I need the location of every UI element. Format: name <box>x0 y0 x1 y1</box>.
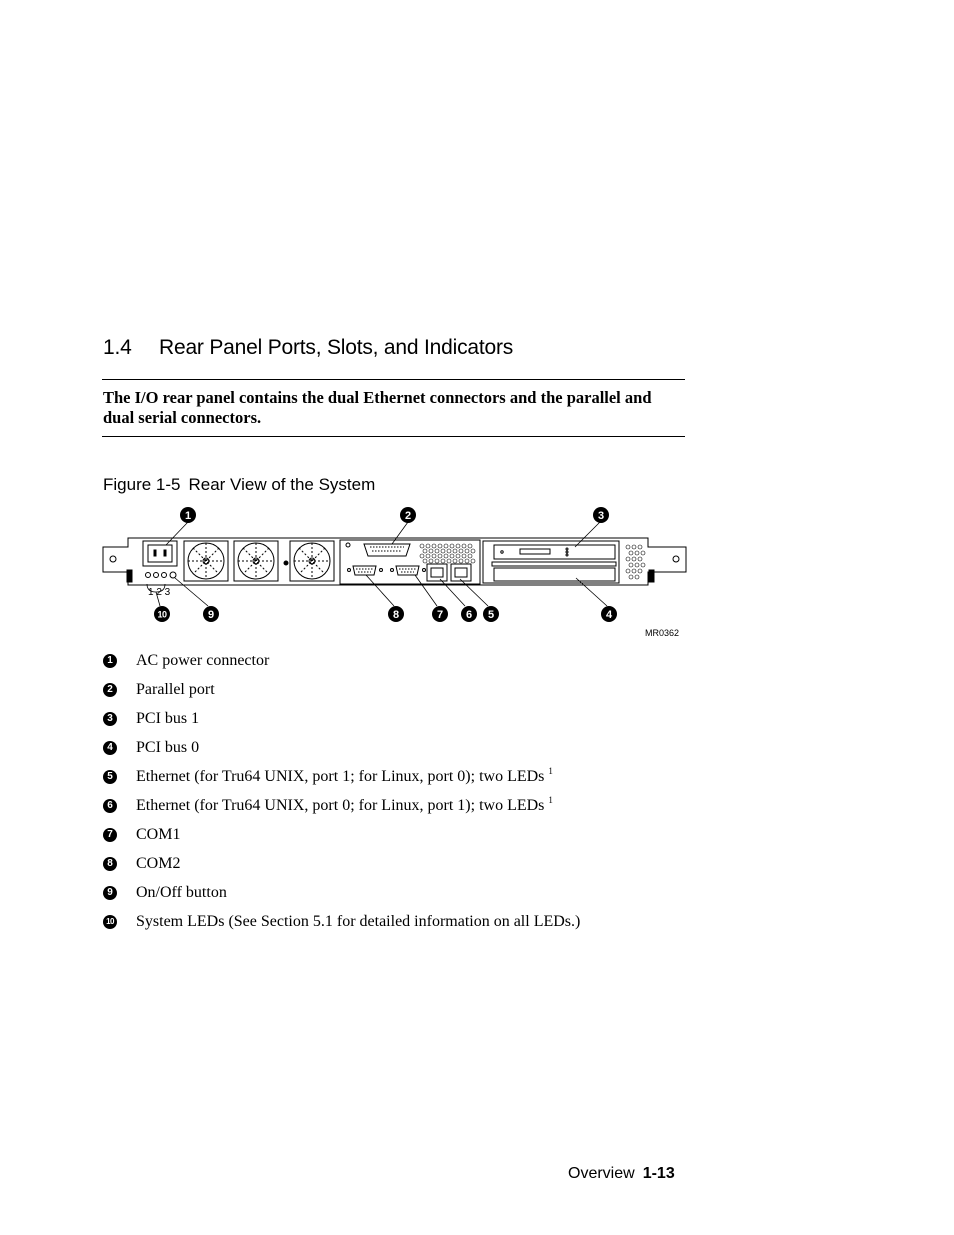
right-vent <box>626 545 645 579</box>
section-title-text: Rear Panel Ports, Slots, and Indicators <box>159 336 514 359</box>
legend-item <box>103 826 723 855</box>
legend-item <box>103 739 723 768</box>
legend-bullet: 7 <box>103 828 117 842</box>
led-numbers: 1 2 3 <box>148 587 171 598</box>
legend-item <box>103 797 723 826</box>
legend-item <box>103 681 723 710</box>
intro-paragraph: The I/O rear panel contains the dual Ethernet connectors and the parallel and dual serial connectors. <box>103 388 652 427</box>
legend-item <box>103 768 723 797</box>
figure-legend <box>103 652 723 942</box>
callout-3: 3 <box>597 510 605 522</box>
legend-text: PCI bus 1 <box>136 710 200 727</box>
legend-bullet: 4 <box>103 741 117 755</box>
pci-bus-1-slot <box>494 545 615 559</box>
right-ear-hole-icon <box>673 556 679 562</box>
page-number: 1-13 <box>642 1165 675 1182</box>
legend-text: COM2 <box>136 855 181 872</box>
parallel-port-icon <box>364 544 410 556</box>
fan-3-icon <box>290 541 334 581</box>
legend-text: Ethernet (for Tru64 UNIX, port 0; for Linux, port 1); two LEDs <box>136 797 545 814</box>
ethernet-port-1-icon <box>451 564 471 581</box>
rear-view-figure <box>100 500 690 645</box>
legend-item <box>103 913 723 942</box>
section-number: 1.4 <box>103 336 132 359</box>
legend-bullet: 6 <box>103 799 117 813</box>
pci-bus-0-slot <box>494 568 615 581</box>
right-latch-icon <box>649 570 654 582</box>
leader-6 <box>440 579 465 606</box>
legend-item <box>103 710 723 739</box>
slot-divider <box>492 562 616 566</box>
legend-bullet: 8 <box>103 857 117 871</box>
figure-title: Rear View of the System <box>188 475 376 494</box>
footnote-ref: 1 <box>548 766 553 776</box>
callout-10: 10 <box>157 609 167 620</box>
legend-text: Parallel port <box>136 681 215 698</box>
page-footer <box>568 1165 675 1183</box>
legend-text: COM1 <box>136 826 181 843</box>
left-latch-icon <box>127 570 132 582</box>
leader-4 <box>576 578 607 606</box>
legend-bullet: 2 <box>103 683 117 697</box>
leader-9 <box>175 578 208 606</box>
callout-7: 7 <box>436 609 444 621</box>
com2-port-icon <box>353 566 376 575</box>
legend-bullet: 5 <box>103 770 117 784</box>
figure-number: Figure 1-5 <box>103 475 181 494</box>
legend-bullet: 3 <box>103 712 117 726</box>
legend-bullet: 1 <box>103 654 117 668</box>
fan-2-icon <box>234 541 278 581</box>
bottom-rule <box>102 436 685 437</box>
legend-text: On/Off button <box>136 884 227 901</box>
callout-5: 5 <box>487 609 495 621</box>
com1-port-icon <box>396 566 419 575</box>
legend-bullet: 9 <box>103 886 117 900</box>
legend-text: AC power connector <box>136 652 270 669</box>
left-ear-hole-icon <box>110 556 116 562</box>
callout-4: 4 <box>605 609 613 621</box>
legend-text: System LEDs (See Section 5.1 for detailed information on all LEDs.) <box>136 913 581 930</box>
footer-chapter: Overview <box>568 1165 635 1182</box>
on-off-button-icon <box>170 572 176 578</box>
leader-2 <box>392 522 408 544</box>
vent-grid <box>420 544 475 563</box>
callout-8: 8 <box>392 609 400 621</box>
callout-9: 9 <box>207 609 215 621</box>
legend-text: PCI bus 0 <box>136 739 200 756</box>
top-rule <box>102 379 685 380</box>
legend-item <box>103 855 723 884</box>
footnote-ref: 1 <box>548 795 553 805</box>
leader-8 <box>366 575 394 606</box>
legend-bullet: 10 <box>103 915 117 929</box>
ethernet-port-0-icon <box>427 564 447 581</box>
figure-code: MR0362 <box>645 628 680 638</box>
legend-item <box>103 884 723 913</box>
leader-3 <box>575 522 600 547</box>
leader-7 <box>415 575 437 606</box>
fan-1-icon <box>184 541 228 581</box>
callout-6: 6 <box>465 609 473 621</box>
legend-text: Ethernet (for Tru64 UNIX, port 1; for Linux, port 0); two LEDs <box>136 768 545 785</box>
figure-caption <box>103 475 375 495</box>
legend-item <box>103 652 723 681</box>
led-2-icon <box>154 573 159 578</box>
led-1-icon <box>146 573 151 578</box>
led-3-icon <box>162 573 167 578</box>
callout-1: 1 <box>184 510 192 522</box>
section-title <box>103 336 513 360</box>
callout-2: 2 <box>404 510 412 522</box>
